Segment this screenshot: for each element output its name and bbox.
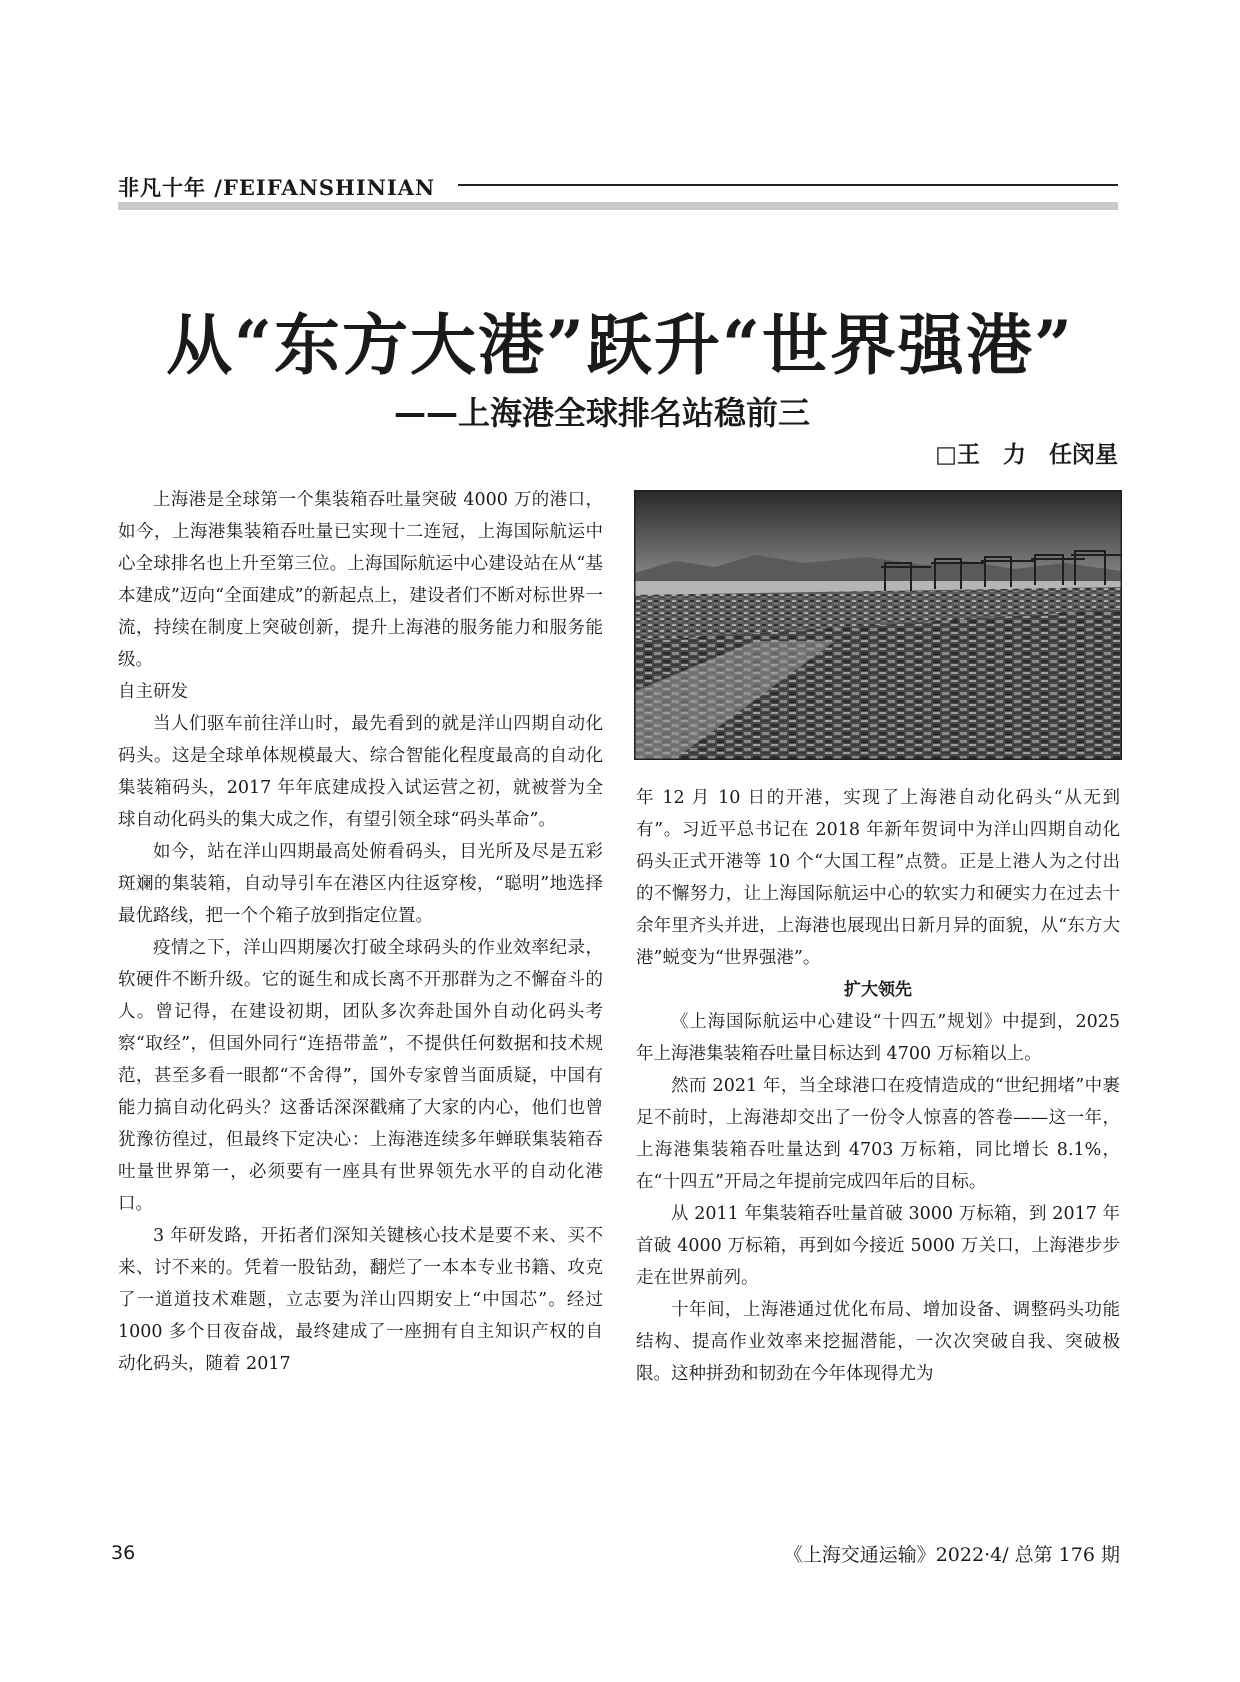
- page-number: 36: [111, 1542, 136, 1564]
- article-title: 从“东方大港”跃升“世界强港”: [166, 306, 1074, 384]
- paragraph: 十年间，上海港通过优化布局、增加设备、调整码头功能结构、提高作业效率来挖掘潜能，一次次突破自我、突破极限。这种拼劲和韧劲在今年体现得尤为: [636, 1300, 1120, 1384]
- section-heading: 扩大领先: [844, 980, 912, 1000]
- paragraph: 当人们驱车前往洋山时，最先看到的就是洋山四期自动化码头。这是全球单体规模最大、综合智能化程度最高的自动化集装箱码头，2017 年年底建成投入试运营之初，就被誉为全球自动化码头的集大成之作，有望引领全球“码头革命”。: [118, 714, 603, 830]
- section-header: [118, 172, 1118, 212]
- right-column: [636, 782, 1120, 1390]
- paragraph: 3 年研发路，开拓者们深知关键核心技术是要不来、买不来、讨不来的。凭着一股钻劲，翻烂了一本本专业书籍、攻克了一道道技术难题，立志要为洋山四期安上“中国芯”。经过 1000 多个日夜奋战，最终建成了一座拥有自主知识产权的自动化码头，随着 2017: [118, 1226, 603, 1374]
- left-column: [118, 484, 603, 1380]
- journal-citation: 《上海交通运输》2022·4/ 总第 176 期: [783, 1544, 1120, 1566]
- section-label: 非凡十年 /FEIFANSHINIAN: [118, 172, 449, 202]
- paragraph: 疫情之下，洋山四期屡次打破全球码头的作业效率纪录，软硬件不断升级。它的诞生和成长离不开那群为之不懈奋斗的人。曾记得，在建设初期，团队多次奔赴国外自动化码头考察“取经”，但国外同行“连捂带盖”，不提供任何数据和技术规范，甚至多看一眼都“不舍得”，国外专家曾当面质疑，中国有能力搞自动化码头？这番话深深戳痛了大家的内心，他们也曾犹豫彷徨过，但最终下定决心：上海港连续多年蝉联集装箱吞吐量世界第一，必须要有一座具有世界领先水平的自动化港口。: [118, 938, 603, 1214]
- article-subtitle: ——上海港全球排名站稳前三: [394, 394, 811, 432]
- header-band: [118, 202, 1118, 210]
- paragraph: 然而 2021 年，当全球港口在疫情造成的“世纪拥堵”中裹足不前时，上海港却交出了一份令人惊喜的答卷——这一年，上海港集装箱吞吐量达到 4703 万标箱，同比增长 8.1%，在“十四五”开局之年提前完成四年后的目标。: [636, 1076, 1120, 1192]
- paragraph: 如今，站在洋山四期最高处俯看码头，目光所及尽是五彩斑斓的集装箱，自动导引车在港区内往返穿梭，“聪明”地选择最优路线，把一个个箱子放到指定位置。: [118, 842, 603, 926]
- section-heading: 自主研发: [118, 682, 188, 702]
- port-photo: [634, 490, 1122, 760]
- paragraph: 《上海国际航运中心建设“十四五”规划》中提到，2025 年上海港集装箱吞吐量目标达到 4700 万标箱以上。: [636, 1012, 1120, 1064]
- paragraph: 上海港是全球第一个集装箱吞吐量突破 4000 万的港口，如今，上海港集装箱吞吐量已实现十二连冠，上海国际航运中心全球排名也上升至第三位。上海国际航运中心建设站在从“基本建成”迈向“全面建成”的新起点上，建设者们不断对标世界一流，持续在制度上突破创新，提升上海港的服务能力和服务能级。: [118, 490, 603, 670]
- paragraph: 从 2011 年集装箱吞吐量首破 3000 万标箱，到 2017 年首破 4000 万标箱，再到如今接近 5000 万关口，上海港步步走在世界前列。: [636, 1204, 1120, 1288]
- header-rule: [458, 184, 1118, 186]
- paragraph: 年 12 月 10 日的开港，实现了上海港自动化码头“从无到有”。习近平总书记在 2018 年新年贺词中为洋山四期自动化码头正式开港等 10 个“大国工程”点赞。正是上港人为之付出的不懈努力，让上海国际航运中心的软实力和硬实力在过去十余年里齐头并进，上海港也展现出日新月异的面貌，从“东方大港”蜕变为“世界强港”。: [636, 788, 1120, 968]
- article-byline: □王 力 任闵星: [935, 442, 1118, 468]
